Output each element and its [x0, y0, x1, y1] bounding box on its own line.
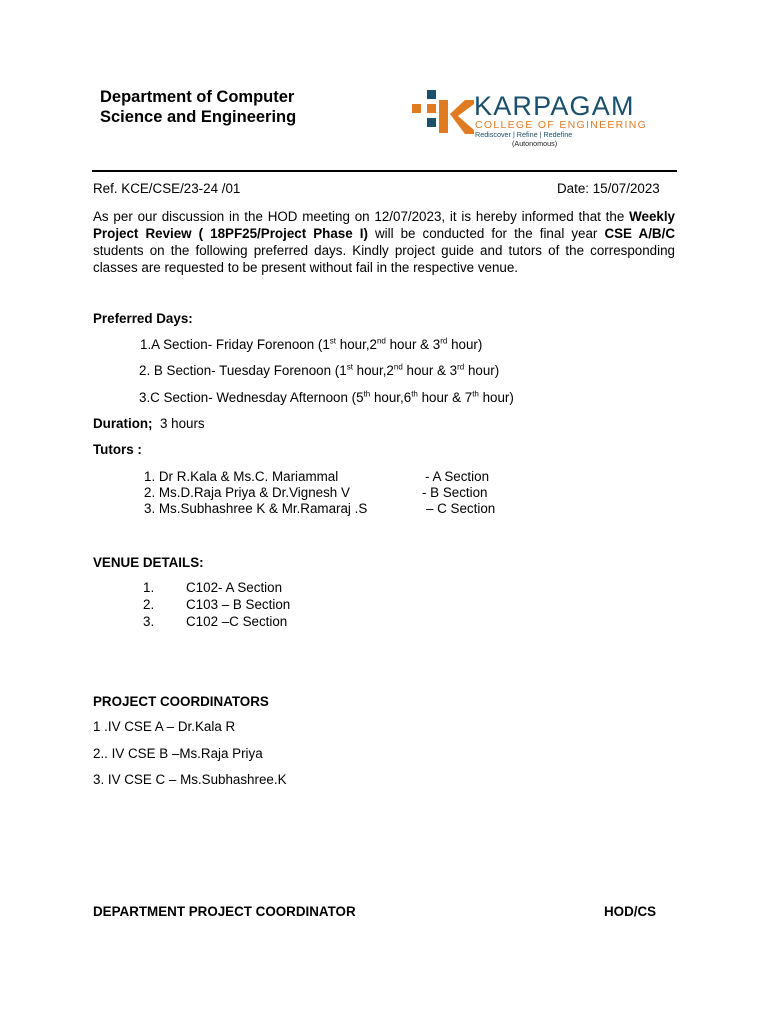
- logo-name: KARPAGAM: [474, 91, 635, 121]
- department-line-2: Science and Engineering: [100, 108, 297, 126]
- tutor-names: 3. Ms.Subhashree K & Mr.Ramaraj .S: [144, 501, 368, 516]
- tutor-section: - B Section: [422, 485, 488, 500]
- venue-heading: VENUE DETAILS:: [93, 555, 204, 570]
- header-divider: [92, 170, 677, 172]
- tutor-names: 2. Ms.D.Raja Priya & Dr.Vignesh V: [144, 485, 350, 500]
- tutor-section: – C Section: [426, 501, 496, 516]
- tutor-section: - A Section: [425, 469, 490, 484]
- duration-label: Duration;: [93, 416, 153, 431]
- venue-number: 1.: [143, 580, 155, 595]
- intro-text-2: will be conducted for the final year: [367, 226, 605, 241]
- tutors-heading: Tutors :: [93, 442, 142, 457]
- venue-number: 3.: [143, 614, 155, 629]
- coordinator-item: 3. IV CSE C – Ms.Subhashree.K: [93, 772, 287, 787]
- logo-tagline: Rediscover | Refine | Redefine: [475, 130, 573, 139]
- venue-item: C102- A Section: [186, 580, 283, 595]
- department-line-1: Department of Computer: [100, 88, 295, 106]
- venue-item: C102 –C Section: [186, 614, 288, 629]
- intro-text-1: As per our discussion in the HOD meeting on 12/07/2023, it is hereby informed that the: [93, 209, 630, 224]
- duration-line: [93, 416, 205, 433]
- intro-classes: CSE A/B/C: [604, 226, 675, 241]
- department-coordinator-signature: DEPARTMENT PROJECT COORDINATOR: [93, 904, 356, 919]
- letter-date: Date: 15/07/2023: [557, 181, 660, 196]
- intro-paragraph: [93, 208, 675, 276]
- coordinator-item: 2.. IV CSE B –Ms.Raja Priya: [93, 746, 263, 761]
- intro-review-title: Weekly Project Review ( 18PF25/Project Phase I): [93, 209, 675, 241]
- preferred-day-item: 2. B Section- Tuesday Forenoon (1st hour,2nd hour & 3rd hour): [139, 362, 500, 378]
- college-logo-icon: [410, 88, 476, 138]
- intro-text-3: students on the following preferred days. Kindly project guide and tutors of the corresponding classes are requested to be present without fail in the respective venue.: [93, 243, 675, 275]
- preferred-days-heading: Preferred Days:: [93, 311, 193, 326]
- reference-number: Ref. KCE/CSE/23-24 /01: [93, 181, 241, 196]
- department-title: [100, 87, 296, 127]
- logo-subtitle: COLLEGE OF ENGINEERING: [475, 119, 648, 131]
- preferred-day-item: 3.C Section- Wednesday Afternoon (5th hour,6th hour & 7th hour): [139, 389, 514, 405]
- coordinators-heading: PROJECT COORDINATORS: [93, 694, 269, 709]
- hod-signature: HOD/CS: [604, 904, 657, 919]
- venue-number: 2.: [143, 597, 155, 612]
- preferred-day-item: 1.A Section- Friday Forenoon (1st hour,2nd hour & 3rd hour): [140, 336, 483, 352]
- coordinator-item: 1 .IV CSE A – Dr.Kala R: [93, 719, 236, 734]
- logo-autonomous: (Autonomous): [512, 139, 558, 148]
- tutor-names: 1. Dr R.Kala & Ms.C. Mariammal: [144, 469, 339, 484]
- venue-item: C103 – B Section: [186, 597, 291, 612]
- duration-value: 3 hours: [159, 416, 205, 431]
